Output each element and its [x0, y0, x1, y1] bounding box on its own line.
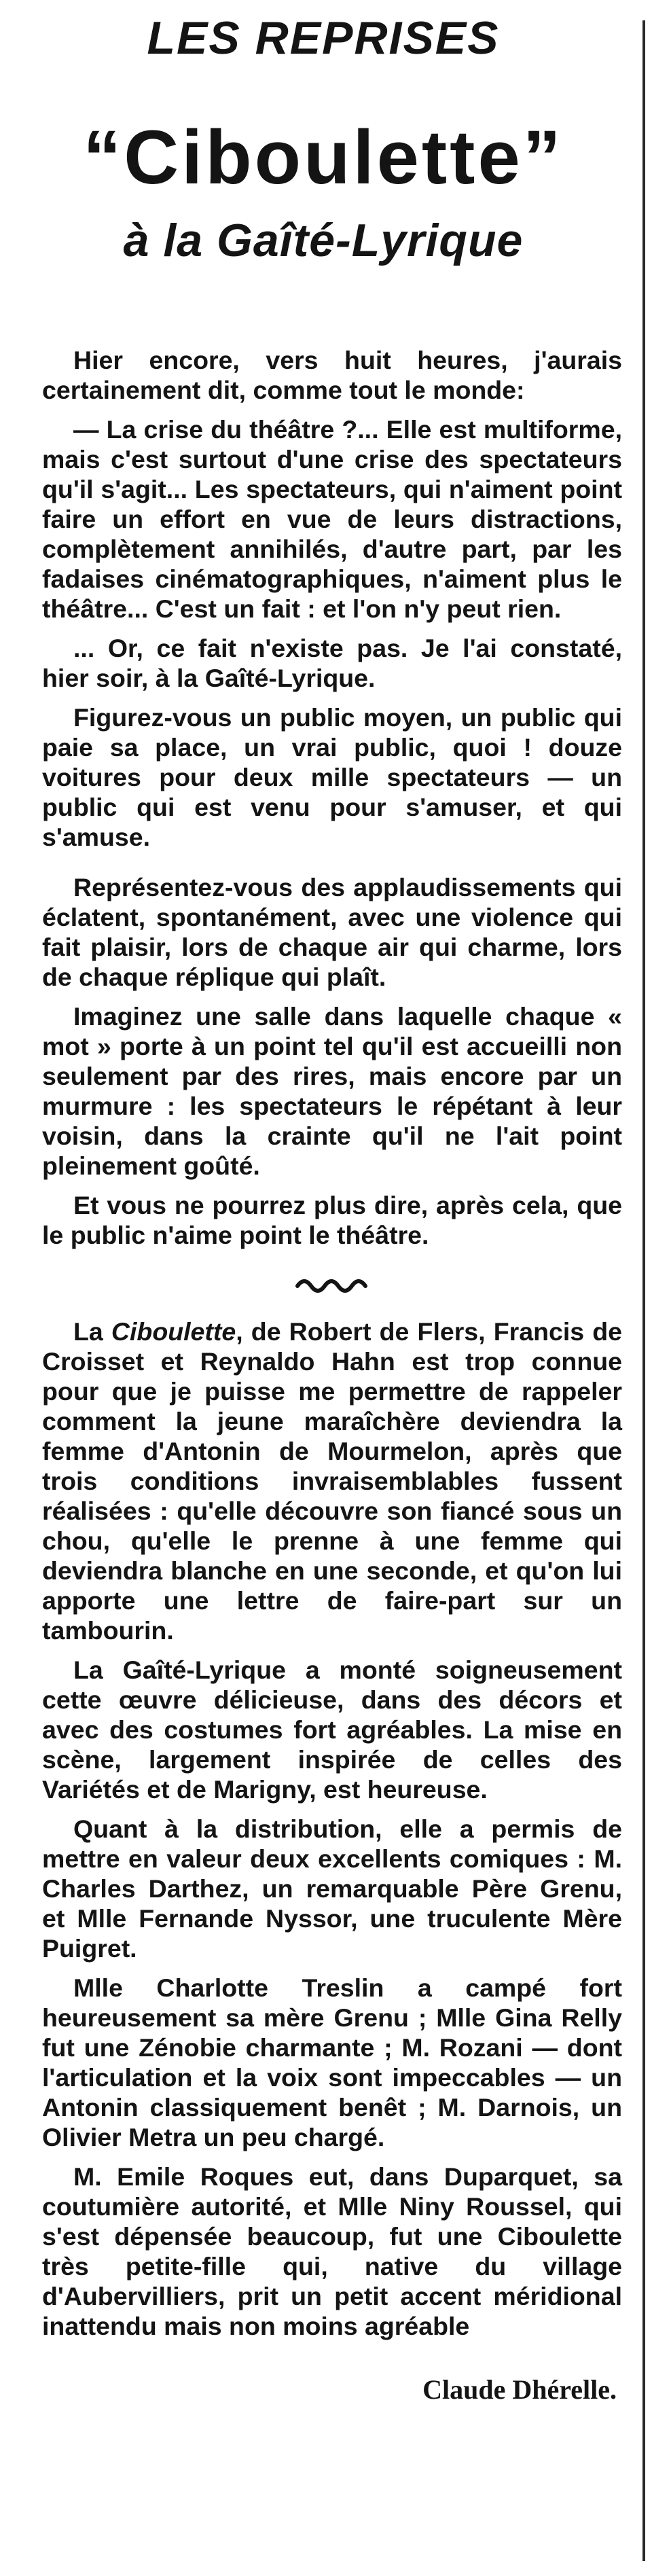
- paragraph-salle: Imaginez une salle dans laquelle chaque « mot » porte à un point tel qu'il est accueilli non seulement par des rires, mais encore par un murmure : les spectateurs le répétant à leur voisin, dans la crainte qu'il ne l'ait point pleinement goûté.: [42, 1002, 622, 1180]
- signature: Claude Dhérelle.: [422, 2374, 617, 2405]
- paragraph-cast: Mlle Charlotte Treslin a campé fort heureusement sa mère Grenu ; Mlle Gina Relly fut une Zénobie charmante ; M. Rozani — dont l'articulation et la voix sont impeccables — un Antonin classiquement benêt ; M. Darnois, un Olivier Metra un peu chargé.: [42, 1973, 622, 2151]
- paragraph-or: ... Or, ce fait n'existe pas. Je l'ai constaté, hier soir, à la Gaîté-Lyrique.: [42, 634, 622, 692]
- paragraph-crisis: — La crise du théâtre ?... Elle est multiforme, mais c'est surtout d'une crise des spectateurs qu'il s'agit... Les spectateurs, qui n'aiment point faire un effort en vue de leurs distractions, complètement annihilés, d'autre part, par les fadaises cinématographiques, n'aiment plus le théâtre... C'est un fait : et l'on n'y peut rien.: [42, 415, 622, 623]
- paragraph-distribution: Quant à la distribution, elle a permis de mettre en valeur deux excellents comiques : M. Charles Darthez, un remarquable Père Grenu, et Mlle Fernande Nyssor, une truculente Mère Puigret.: [42, 1814, 622, 1963]
- paragraph-applause: Représentez-vous des applaudissements qui éclatent, spontanément, avec une violence qui fait plaisir, lors de chaque air qui charme, lors de chaque réplique qui plaît.: [42, 873, 622, 991]
- article: [24, 0, 622, 2405]
- article-body: [24, 345, 622, 2405]
- article-title: “Ciboulette”: [83, 115, 564, 200]
- column-rule: [642, 20, 645, 2561]
- paragraph-ciboulette: [42, 1317, 622, 1645]
- wavy-ornament-icon: [42, 1270, 622, 1293]
- ciboulette-la: La: [73, 1317, 103, 1346]
- ciboulette-title-ref: Ciboulette: [111, 1317, 236, 1346]
- paragraph-staging: La Gaîté-Lyrique a monté soigneusement cette œuvre délicieuse, dans des décors et avec des costumes fort agréables. La mise en scène, largement inspirée de celles des Variétés et de Marigny, est heureuse.: [42, 1656, 622, 1804]
- paragraph-intro: Hier encore, vers huit heures, j'aurais certainement dit, comme tout le monde:: [42, 346, 622, 404]
- ciboulette-rest: , de Robert de Flers, Francis de Croisset et Reynaldo Hahn est trop connue pour que je puisse me permettre de rappeler comment la jeune maraîchère deviendra la femme d'Antonin de Mourmelon, après que trois conditions invraisemblables fussent réalisées : qu'elle découvre son fiancé sous un chou, qu'elle le prenne à une femme qui deviendra blanche en une seconde, et qu'on lui apporte une lettre de faire-part sur un tambourin.: [42, 1317, 622, 1645]
- paragraph-public: Figurez-vous un public moyen, un public qui paie sa place, un vrai public, quoi ! douze voitures pour deux mille spectateurs — un public qui est venu pour s'amuser, et qui s'amuse.: [42, 703, 622, 851]
- rubric-heading: LES REPRISES: [147, 12, 500, 64]
- paragraph-roques: M. Emile Roques eut, dans Duparquet, sa coutumière autorité, et Mlle Niny Roussel, qui s'est dépensée beaucoup, fut une Ciboulette très petite-fille qui, native du village d'Aubervilliers, prit un petit accent méridional inattendu mais non moins agréable: [42, 2162, 622, 2340]
- paragraph-conclusion: Et vous ne pourrez plus dire, après cela, que le public n'aime point le théâtre.: [42, 1191, 622, 1249]
- article-subtitle: à la Gaîté-Lyrique: [123, 215, 524, 266]
